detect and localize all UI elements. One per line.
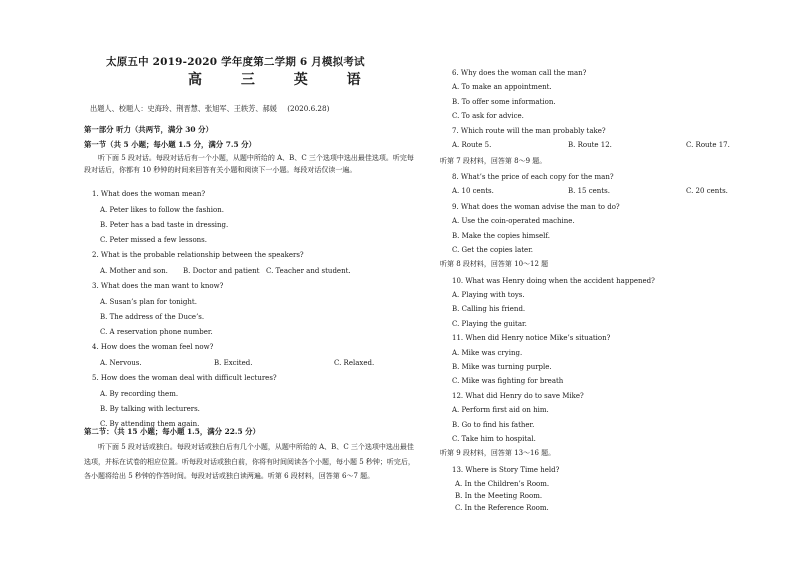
question-1: 1. What does the woman mean? <box>92 190 206 198</box>
option: A. Playing with toys. <box>452 291 525 299</box>
question: 11. When did Henry notice Mike’s situation? <box>452 334 611 343</box>
option: C. Route 17. <box>686 141 730 149</box>
option: C. To ask for advice. <box>452 112 524 121</box>
question-5: 5. How does the woman deal with difficult lectures? <box>92 374 277 382</box>
section2-instructions: 听下面 5 段对话或独白。每段对话或独白后有几个小题，从题中所给的 A、B、C 三个选项中选出最佳选项，并标在试卷的相应位置。听每段对话或独白前，你将有时间阅读各个小题，每小题 5 秒钟；听完后，各小题将给出 5 秒钟的作答时间。每段对话或独白读两遍。听第 6 段材料，回答第 6～7 题。 <box>84 443 415 481</box>
section1-instructions: 听下面 5 段对话。每段对话后有一个小题，从题中所给的 A、B、C 三个选项中选出最佳选项。听完每段对话后，你都有 10 秒钟的时间来回答有关小题和阅读下一小题。每段对话仅读一遍。 <box>84 154 414 175</box>
option: B. Go to find his father. <box>452 420 535 429</box>
listening-instruction: 听第 7 段材料，回答第 8～9 题。 <box>440 156 547 165</box>
option: A. In the Children’s Room. <box>455 480 550 488</box>
option: B. Route 12. <box>568 141 612 149</box>
option: B. Mike was turning purple. <box>452 363 552 371</box>
question-2-option: A. Mother and son. <box>100 266 168 275</box>
option: C. Get the copies later. <box>452 246 534 254</box>
exam-title: 太原五中 2019-2020 学年度第二学期 6 月模拟考试 <box>106 56 365 68</box>
question-5-option: B. By talking with lecturers. <box>100 404 200 413</box>
authors-line <box>90 104 329 113</box>
question-2: 2. What is the probable relationship between the speakers? <box>92 251 304 259</box>
option: B. In the Meeting Room. <box>455 492 543 501</box>
option: A. 10 cents. <box>452 187 494 196</box>
option: B. 15 cents. <box>568 187 610 196</box>
question-3-option: A. Susan’s plan for tonight. <box>100 297 197 306</box>
section2-heading: 第二节：（共 15 小题；每小题 1.5，满分 22.5 分） <box>84 427 260 436</box>
option: C. In the Reference Room. <box>455 504 549 513</box>
question: 8. What’s the price of each copy for the man? <box>452 172 614 181</box>
section1-heading: 第一节（共 5 小题；每小题 1.5 分，满分 7.5 分） <box>84 140 256 149</box>
option: A. To make an appointment. <box>452 83 552 92</box>
question-5-option: A. By recording them. <box>100 389 179 398</box>
listening-instruction: 听第 8 段材料，回答第 10～12 题 <box>440 260 549 269</box>
question: 13. Where is Story Time held? <box>452 465 560 474</box>
option: A. Mike was crying. <box>452 348 523 357</box>
option: A. Perform first aid on him. <box>452 406 549 415</box>
question-1-option: C. Peter missed a few lessons. <box>100 235 207 244</box>
question-4-option: C. Relaxed. <box>334 358 375 367</box>
question-4-option: A. Nervous. <box>100 358 142 367</box>
question: 9. What does the woman advise the man to do? <box>452 202 620 211</box>
question: 6. Why does the woman call the man? <box>452 69 587 77</box>
question-3: 3. What does the man want to know? <box>92 282 224 290</box>
listening-instruction: 听第 9 段材料，回答第 13～16 题。 <box>440 449 556 458</box>
option: C. Take him to hospital. <box>452 435 536 443</box>
question-5-option: C. By attending them again. <box>100 419 200 428</box>
option: B. Make the copies himself. <box>452 231 550 240</box>
question-1-option: A. Peter likes to follow the fashion. <box>100 205 224 214</box>
question-2-option: B. Doctor and patient <box>183 266 260 275</box>
question-3-option: B. The address of the Duce’s. <box>100 312 205 321</box>
option: A. Use the coin-operated machine. <box>452 217 575 226</box>
question: 7. Which route will the man probably take? <box>452 126 606 135</box>
question-3-option: C. A reservation phone number. <box>100 327 213 336</box>
exam-date: (2020.6.28) <box>287 104 330 113</box>
question-1-option: B. Peter has a bad taste in dressing. <box>100 220 229 229</box>
option: B. Calling his friend. <box>452 305 526 314</box>
option: C. Playing the guitar. <box>452 319 527 328</box>
option: C. 20 cents. <box>686 187 728 196</box>
option: B. To offer some information. <box>452 97 556 106</box>
part1-heading: 第一部分 听力（共两节，满分 30 分） <box>84 125 213 134</box>
option: C. Mike was fighting for breath <box>452 377 564 386</box>
question-4-option: B. Excited. <box>214 358 253 367</box>
question: 12. What did Henry do to save Mike? <box>452 391 584 400</box>
subject-title: 高 三 英 语 <box>188 72 378 88</box>
question-2-option: C. Teacher and student. <box>266 266 351 275</box>
authors: 出题人、校题人：史海玲、荆晋慧、张旭军、王轶芳、郝媛 <box>90 104 277 113</box>
question: 10. What was Henry doing when the accident happened? <box>452 276 655 285</box>
option: A. Route 5. <box>452 141 492 149</box>
question-4: 4. How does the woman feel now? <box>92 343 214 351</box>
